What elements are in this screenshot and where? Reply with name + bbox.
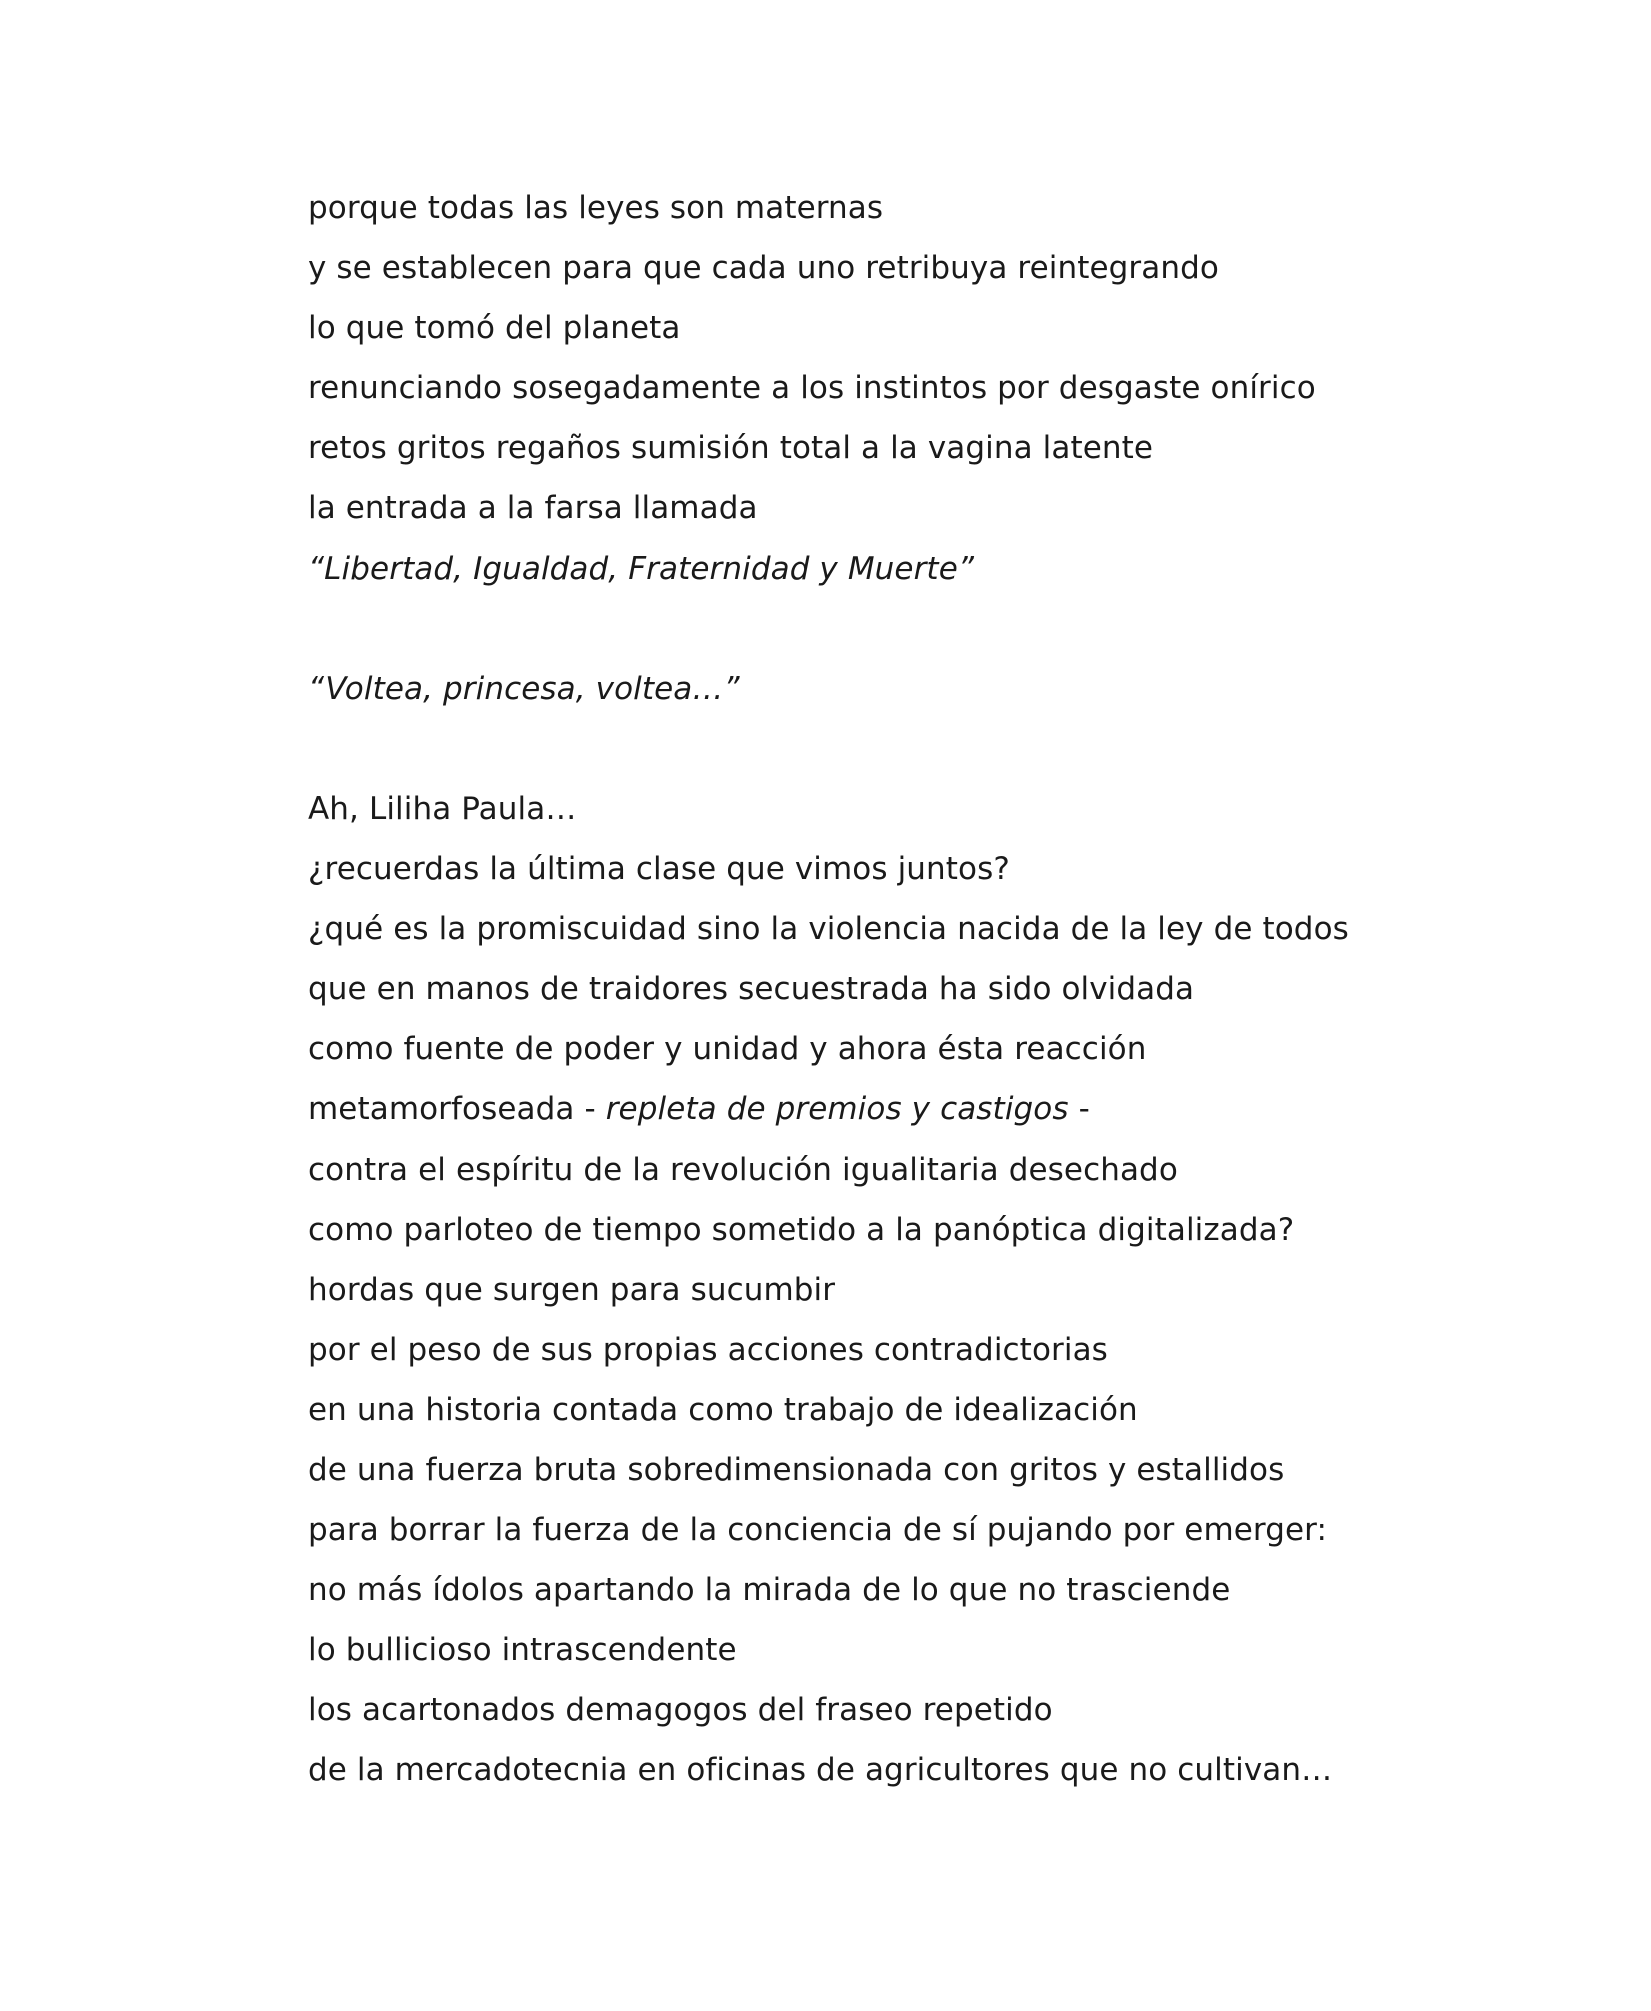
poem-line: ¿qué es la promiscuidad sino la violencia nacida de la ley de todos (308, 911, 1349, 948)
stanza-break (308, 719, 1548, 779)
poem-line: Ah, Liliha Paula… (308, 790, 577, 827)
poem-line: y se establecen para que cada uno retribuya reintegrando (308, 250, 1219, 287)
poem-line: ¿recuerdas la última clase que vimos juntos? (308, 851, 1010, 888)
poem-line: para borrar la fuerza de la conciencia de sí pujando por emerger: (308, 1512, 1328, 1549)
poem-line: contra el espíritu de la revolución igualitaria desechado (308, 1151, 1178, 1188)
poem-line: lo que tomó del planeta (308, 310, 681, 347)
poem-line (308, 1079, 1548, 1139)
poem-line: retos gritos regaños sumisión total a la vagina latente (308, 430, 1154, 467)
poem-line: de la mercadotecnia en oficinas de agricultores que no cultivan… (308, 1752, 1333, 1789)
poem-line: la entrada a la farsa llamada (308, 490, 758, 527)
poem-line: hordas que surgen para sucumbir (308, 1271, 836, 1308)
poem-line: renunciando sosegadamente a los instintos por desgaste onírico (308, 370, 1316, 407)
poem-line-part: metamorfoseada - (308, 1091, 606, 1128)
poem-line-italic: repleta de premios y castigos (605, 1091, 1069, 1128)
poem-line: en una historia contada como trabajo de idealización (308, 1391, 1138, 1428)
poem-line: no más ídolos apartando la mirada de lo que no trasciende (308, 1572, 1231, 1609)
poem-line-part: - (1068, 1091, 1090, 1128)
stanza-break (308, 599, 1548, 659)
poem-line-quote: “Libertad, Igualdad, Fraternidad y Muerte” (308, 550, 975, 587)
poem-line: de una fuerza bruta sobredimensionada con gritos y estallidos (308, 1451, 1285, 1488)
poem-line: por el peso de sus propias acciones contradictorias (308, 1331, 1108, 1368)
poem-line: lo bullicioso intrascendente (308, 1632, 737, 1669)
poem-line-quote: “Voltea, princesa, voltea…” (308, 670, 740, 707)
poem-line: como fuente de poder y unidad y ahora ésta reacción (308, 1031, 1147, 1068)
poem-line: los acartonados demagogos del fraseo repetido (308, 1692, 1053, 1729)
poem-line: como parloteo de tiempo sometido a la panóptica digitalizada? (308, 1211, 1295, 1248)
poem-text (308, 178, 1548, 1801)
poem-line: porque todas las leyes son maternas (308, 190, 884, 226)
poem-line: que en manos de traidores secuestrada ha sido olvidada (308, 971, 1195, 1008)
